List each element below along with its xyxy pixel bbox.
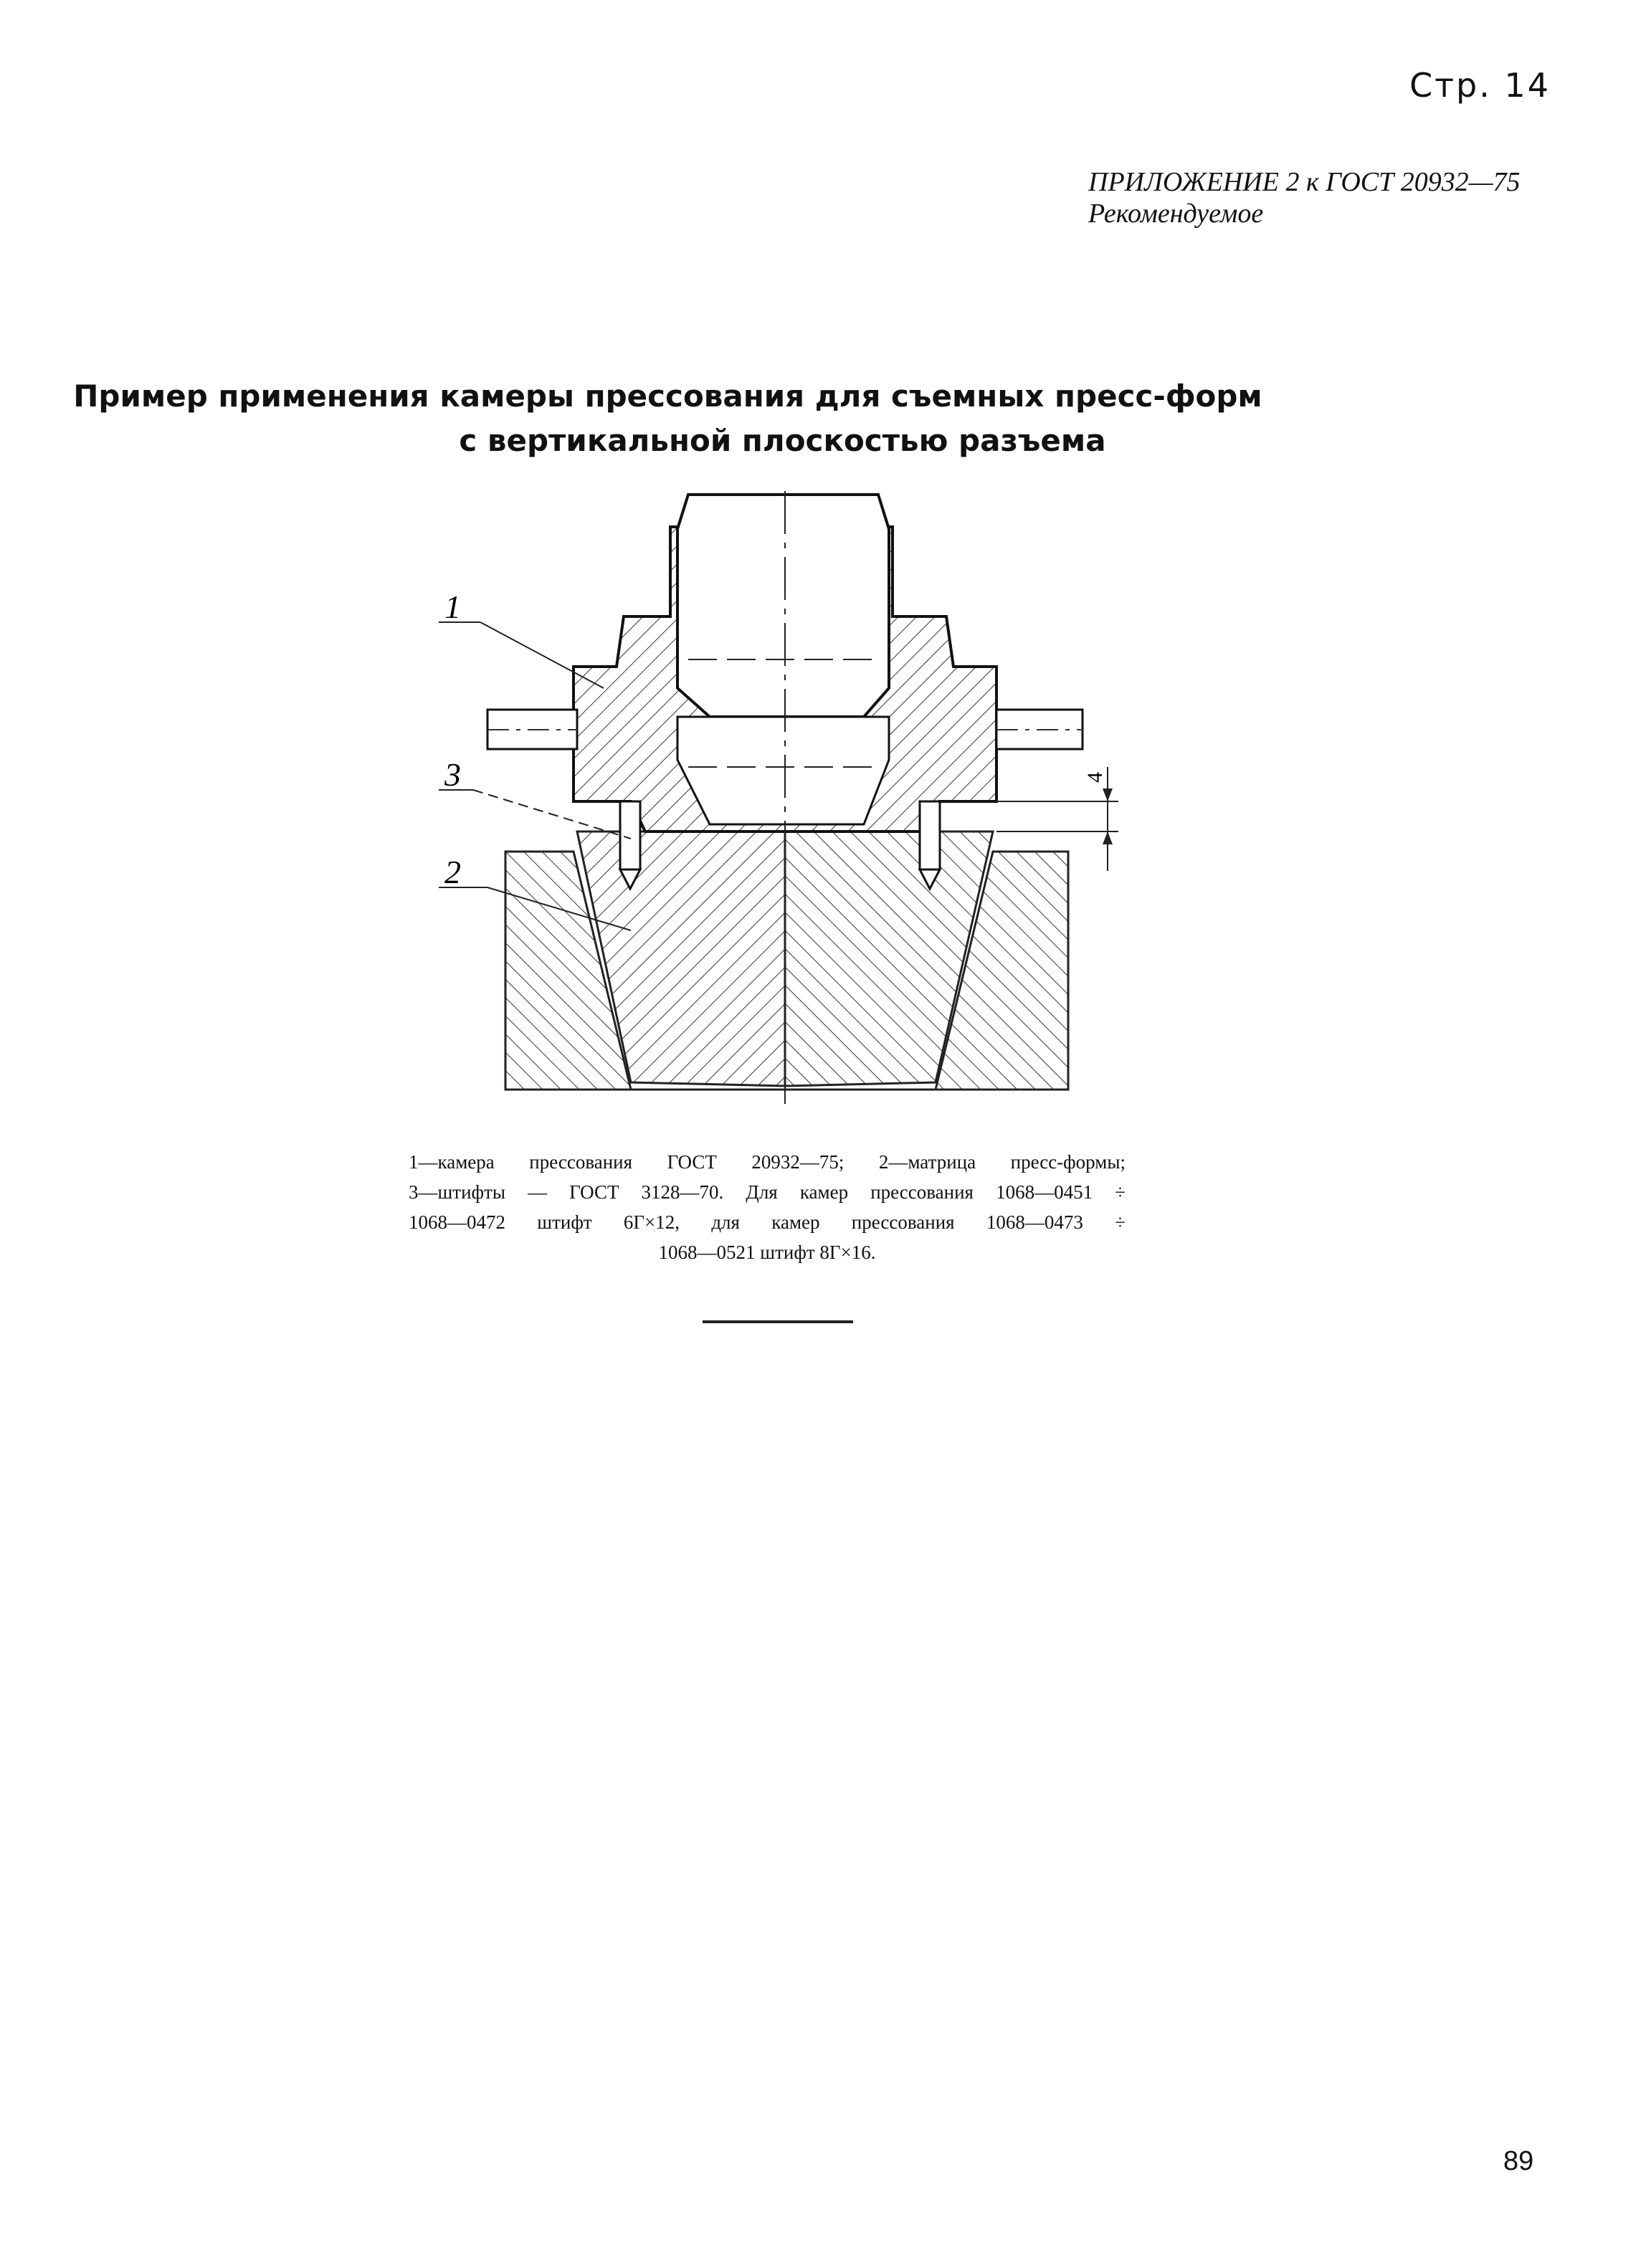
title-line-2: с вертикальной плоскостью разъема [459,423,1106,458]
caption-line-2: 3—штифты — ГОСТ 3128—70. Для камер прессования 1068—0451 ÷ [409,1181,1126,1203]
figure-caption [409,1147,1126,1267]
page-number: 89 [1503,2146,1534,2176]
label-3: 3 [444,756,461,793]
label-1: 1 [444,589,461,625]
recommended-label: Рекомендуемое [1088,199,1264,229]
technical-drawing [0,0,1651,1118]
caption-line-4: 1068—0521 штифт 8Г×16. [658,1242,876,1263]
separator-rule [703,1320,853,1323]
title-line-1: Пример применения камеры прессования для съемных пресс-форм [73,378,1262,414]
dimension-value: 4 [1083,772,1107,783]
page-label: Стр. 14 [1409,66,1551,105]
mold-block [505,832,1068,1090]
caption-line-1: 1—камера прессования ГОСТ 20932—75; 2—матрица пресс-формы; [409,1151,1126,1173]
caption-line-3: 1068—0472 штифт 6Г×12, для камер прессования 1068—0473 ÷ [409,1211,1126,1233]
label-2: 2 [444,854,461,890]
appendix-line: ПРИЛОЖЕНИЕ 2 к ГОСТ 20932—75 [1088,167,1521,197]
